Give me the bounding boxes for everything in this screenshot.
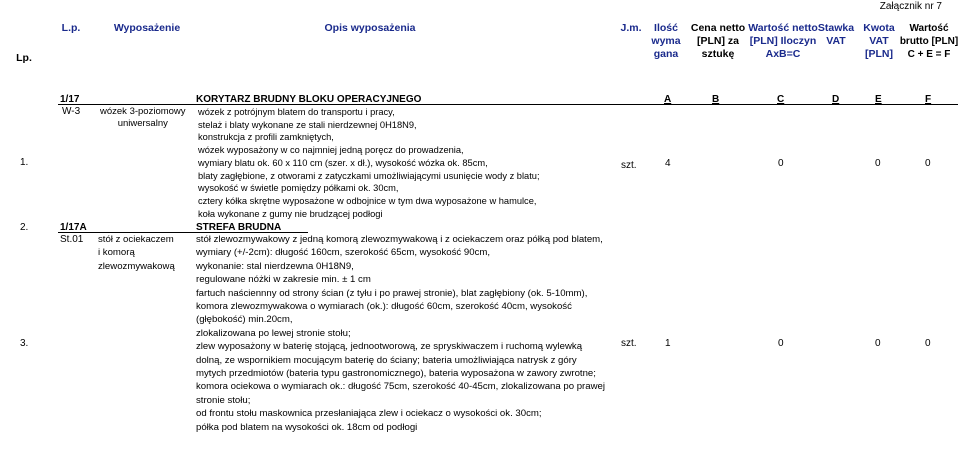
item-unit: szt. <box>621 160 637 171</box>
header-gross-line1: Wartość <box>909 23 949 34</box>
header-lp-left: Lp. <box>16 52 32 64</box>
header-net-value-line3: AxB=C <box>765 48 801 60</box>
desc-line: wymiary blatu ok. 60 x 110 cm (szer. x dł.), wysokość wózka ok. 85cm, <box>198 157 488 168</box>
desc-line: półka pod blatem na wysokości ok. 18cm od podłogi <box>196 421 418 433</box>
column-letter-d: D <box>832 94 840 105</box>
desc-line: konstrukcja z profili zamkniętych, <box>198 132 334 143</box>
desc-line: zlew wyposażony w baterię stojącą, jednootworową, ze spryskiwaczem i ruchomą wylewką <box>196 341 583 353</box>
item-name-line3: zlewozmywakową <box>98 260 175 272</box>
header-gross-line3: C + E = F <box>907 49 951 60</box>
column-letter-a: A <box>664 94 672 105</box>
header-net-price-line3: sztukę <box>701 48 735 60</box>
header-vat-rate <box>813 22 859 48</box>
header-qty-line1: Ilość <box>654 22 678 34</box>
header-vat-rate-line1: Stawka <box>817 22 855 34</box>
item-name <box>100 106 186 130</box>
desc-line: stelaż i blaty wykonane ze stali nierdzewnej 0H18N9, <box>198 119 417 130</box>
section2-number: 2. <box>20 222 29 233</box>
item-name <box>98 233 175 273</box>
header-net-value <box>747 22 819 61</box>
section1-code: 1/17 <box>60 94 80 105</box>
column-letter-e: E <box>875 94 882 105</box>
column-letter-c: C <box>777 94 785 105</box>
header-gross <box>896 22 960 61</box>
section2-title: STREFA BRUDNA <box>196 222 282 233</box>
row-number: 1. <box>20 157 29 168</box>
section1-title: KORYTARZ BRUDNY BLOKU OPERACYJNEGO <box>196 94 422 105</box>
header-lp: L.p. <box>61 22 81 34</box>
header-qty-line3: gana <box>653 48 679 60</box>
item-description <box>196 233 605 434</box>
desc-line: od frontu stołu maskownica przesłaniająca zlew i ociekacz o wysokości ok. 30cm; <box>196 408 542 420</box>
item-gross: 0 <box>925 158 931 169</box>
item-code: W-3 <box>62 106 81 117</box>
item-unit: szt. <box>621 338 637 349</box>
header-description: Opis wyposażenia <box>324 22 416 34</box>
desc-line: regulowane nóżki w zakresie min. ± 1 cm <box>196 274 371 286</box>
header-qty-line2: wyma <box>651 35 681 47</box>
item-name-line1: stół z ociekaczem <box>98 234 174 245</box>
desc-line: wykonanie: stal nierdzewna 0H18N9, <box>196 260 354 272</box>
desc-line: zlokalizowana po lewej stronie stołu; <box>196 327 351 339</box>
item-name-line2: i komorą <box>98 247 135 259</box>
header-vat-amount-line3: [PLN] <box>865 48 893 60</box>
header-vat-amount-line1: Kwota <box>863 22 895 34</box>
header-net-price-line1: Cena netto <box>690 22 746 34</box>
column-letter-b: B <box>712 94 720 105</box>
item-qty: 4 <box>665 158 671 169</box>
row-number: 3. <box>20 338 29 349</box>
desc-line: komora zlewozmywakowa o wymiarach (ok.): długość 60cm, szerokość 40cm, wysokość <box>196 301 572 313</box>
desc-line: wysokość w świetle pomiędzy półkami ok. 30cm, <box>198 183 399 194</box>
desc-line: cztery kółka skrętne wyposażone w odbojnice w tym dwa wyposażone w hamulce, <box>198 195 537 206</box>
item-net-value: 0 <box>778 158 784 169</box>
desc-line: mytych przedmiotów (bateria typu gastronomicznego), bateria wyposażona w zawory zwrotne; <box>196 368 596 380</box>
header-net-price <box>690 22 746 61</box>
header-vat-amount-line2: VAT <box>869 35 889 47</box>
item-description <box>198 106 540 220</box>
section1-underline <box>58 104 958 105</box>
header-equipment: Wyposażenie <box>113 22 181 34</box>
desc-line: wymiary (+/-2cm): długość 160cm, szerokość 65cm, wysokość 90cm, <box>196 247 491 259</box>
item-qty: 1 <box>665 338 671 349</box>
desc-line: komora ociekowa o wymiarach ok.: długość 75cm, szerokość 40-45cm, zlokalizowana po prawej <box>196 381 605 393</box>
header-net-value-line1: Wartość netto <box>748 22 818 34</box>
desc-line: stronie stołu; <box>196 394 251 406</box>
desc-line: blaty zagłębione, z otworami z zatyczkami umożliwiającymi usunięcie wody z blatu; <box>198 170 540 181</box>
header-net-value-line2: [PLN] Iloczyn <box>749 35 817 47</box>
desc-line: fartuch naściennny od strony ścian (z tyłu i po prawej stronie), blat zagłębiony (ok. 5-10mm), <box>196 287 588 299</box>
column-letter-f: F <box>925 94 932 105</box>
header-vat-rate-line2: VAT <box>826 35 846 47</box>
item-code: St.01 <box>60 234 84 245</box>
desc-line: koła wykonane z gumy nie brudzącej podłogi <box>198 208 383 219</box>
item-vat-amount: 0 <box>875 158 881 169</box>
desc-line: wózek z potrójnym blatem do transportu i pracy, <box>198 107 395 117</box>
header-gross-line2: brutto [PLN] <box>899 36 959 47</box>
desc-line: stół zlewozmywakowy z jedną komorą zlewozmywakową i z ociekaczem oraz półką pod blatem, <box>196 234 603 245</box>
annex-label: Załącznik nr 7 <box>879 1 942 12</box>
item-gross: 0 <box>925 338 931 349</box>
header-unit: J.m. <box>620 22 642 34</box>
item-name-line2: uniwersalny <box>117 118 168 129</box>
header-net-price-line2: [PLN] za <box>697 35 739 47</box>
item-name-line1: wózek 3-poziomowy <box>100 106 186 117</box>
desc-line: wózek wyposażony w co najmniej jedną poręcz do prowadzenia, <box>198 145 464 156</box>
header-qty <box>648 22 684 61</box>
desc-line: (głębokość) min.20cm, <box>196 314 293 326</box>
desc-line: dolną, ze wspornikiem mocującym baterię do ściany; bateria umożliwiająca natrysk z góry <box>196 354 577 366</box>
section2-code: 1/17A <box>60 222 87 233</box>
item-net-value: 0 <box>778 338 784 349</box>
item-vat-amount: 0 <box>875 338 881 349</box>
